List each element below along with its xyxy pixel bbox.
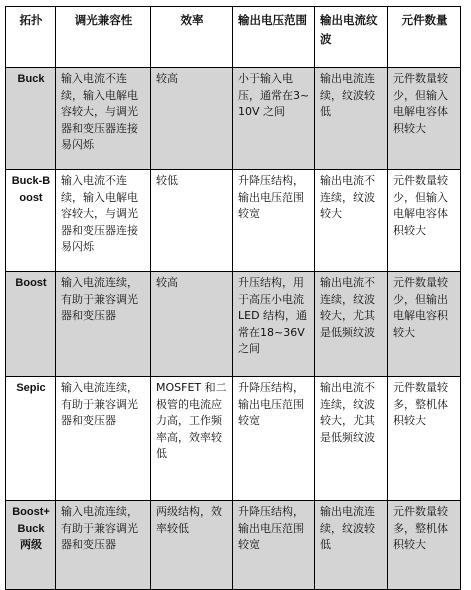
output-range-cell: 升降压结构，输出电压范围较宽 — [233, 377, 315, 501]
parts-cell: 元件数量较少，但输入电解电容体积较大 — [388, 170, 461, 272]
header-output-voltage-range: 输出电压范围 — [233, 7, 315, 68]
ripple-cell: 输出电流不连续，纹波较大 — [315, 170, 388, 272]
topology-cell: Buck-Boost — [6, 170, 56, 272]
header-component-count: 元件数量 — [388, 7, 461, 68]
header-dimming-compatibility: 调光兼容性 — [56, 7, 151, 68]
efficiency-cell: 较高 — [151, 272, 233, 377]
topology-cell: Boost+Buck 两级 — [6, 501, 56, 590]
topology-cell: Sepic — [6, 377, 56, 501]
efficiency-cell: MOSFET 和二极管的电流应力高，工作频率高，效率较低 — [151, 377, 233, 501]
output-range-cell: 升降压结构，输出电压范围较宽 — [233, 170, 315, 272]
header-efficiency: 效率 — [151, 7, 233, 68]
dimming-cell: 输入电流连续，有助于兼容调光器和变压器 — [56, 501, 151, 590]
ripple-cell: 输出电流连续，纹波较低 — [315, 68, 388, 170]
parts-cell: 元件数量较少，但输入电解电容体积较大 — [388, 68, 461, 170]
output-range-cell: 升压结构，用于高压小电流 LED 结构，通常在18~36V 之间 — [233, 272, 315, 377]
ripple-cell: 输出电流连续，纹波较低 — [315, 501, 388, 590]
output-range-cell: 升降压结构，输出电压范围较宽 — [233, 501, 315, 590]
topology-cell: Buck — [6, 68, 56, 170]
efficiency-cell: 较高 — [151, 68, 233, 170]
table-row — [6, 68, 461, 170]
dimming-cell: 输入电流连续，有助于兼容调光器和变压器 — [56, 377, 151, 501]
dimming-cell: 输入电流不连续，输入电解电容较大，与调光器和变压器连接易闪烁 — [56, 170, 151, 272]
ripple-cell: 输出电流不连续，纹波较大，尤其是低频纹波 — [315, 272, 388, 377]
topology-cell: Boost — [6, 272, 56, 377]
parts-cell: 元件数量较少，但输出电解电容积较大 — [388, 272, 461, 377]
ripple-cell: 输出电流不连续，纹波较大，尤其是低频纹波 — [315, 377, 388, 501]
parts-cell: 元件数量较多，整机体积较大 — [388, 377, 461, 501]
parts-cell: 元件数量较多，整机体积较大 — [388, 501, 461, 590]
table-row — [6, 170, 461, 272]
topology-comparison-table — [5, 6, 461, 590]
dimming-cell: 输入电流连续，有助于兼容调光器和变压器 — [56, 272, 151, 377]
table-row — [6, 501, 461, 590]
output-range-cell: 小于输入电压，通常在3~10V 之间 — [233, 68, 315, 170]
table-row — [6, 377, 461, 501]
dimming-cell: 输入电流不连续，输入电解电容较大，与调光器和变压器连接易闪烁 — [56, 68, 151, 170]
efficiency-cell: 较低 — [151, 170, 233, 272]
header-output-current-ripple: 输出电流纹波 — [315, 7, 388, 68]
header-topology: 拓扑 — [6, 7, 56, 68]
table-row — [6, 272, 461, 377]
efficiency-cell: 两级结构，效率较低 — [151, 501, 233, 590]
header-row — [6, 7, 461, 68]
